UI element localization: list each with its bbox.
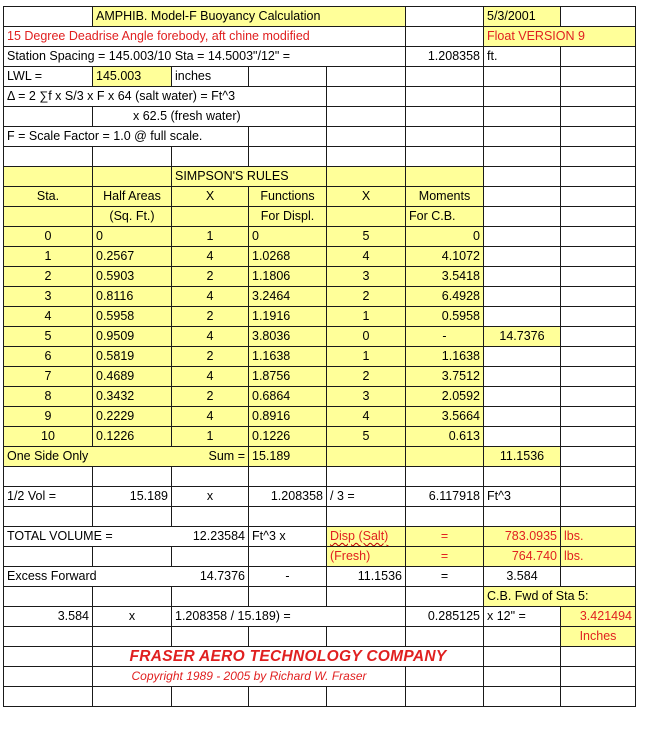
station-cell[interactable]: 0 <box>4 227 93 247</box>
div-three[interactable]: / 3 = <box>327 487 406 507</box>
half-area-cell[interactable]: 0.9509 <box>93 327 172 347</box>
company-row <box>4 647 636 667</box>
multiplier-cell[interactable]: 1 <box>172 427 249 447</box>
subtitle-cell[interactable]: 15 Degree Deadrise Angle forebody, aft chine modified <box>4 27 406 47</box>
fresh-eq[interactable]: = <box>406 547 484 567</box>
copyright-row <box>4 667 636 687</box>
sheet-row <box>4 687 636 707</box>
half-vol-label[interactable]: 1/2 Vol = <box>4 487 93 507</box>
times-sign[interactable]: x <box>172 487 249 507</box>
excess-forward-label[interactable]: Excess Forward <box>4 567 172 587</box>
moment-cell[interactable]: 4.1072 <box>406 247 484 267</box>
blank-cell[interactable] <box>561 427 636 447</box>
extra-moment-cell[interactable] <box>484 227 561 247</box>
sheet-row <box>4 147 636 167</box>
simpson-row <box>4 407 636 427</box>
one-side-only[interactable]: One Side Only <box>4 447 172 467</box>
station-spacing-cell[interactable]: Station Spacing = 145.003/10 Sta = 14.5003"/12" = <box>4 47 406 67</box>
station-cell[interactable]: 8 <box>4 387 93 407</box>
col-header-half-areas[interactable]: Half Areas <box>93 187 172 207</box>
sheet-row <box>4 107 636 127</box>
col-header-moments[interactable]: Moments <box>406 187 484 207</box>
cb-label-row <box>4 587 636 607</box>
date-cell[interactable]: 5/3/2001 <box>484 7 561 27</box>
simpson-row <box>4 267 636 287</box>
sum-moments[interactable]: 11.1536 <box>484 447 561 467</box>
scale-factor[interactable]: F = Scale Factor = 1.0 @ full scale. <box>4 127 249 147</box>
simpson-row <box>4 367 636 387</box>
function-cell[interactable]: 0.6864 <box>249 387 327 407</box>
extra-moment-cell[interactable] <box>484 287 561 307</box>
lwl-unit[interactable]: inches <box>172 67 249 87</box>
simpson-title[interactable]: SIMPSON'S RULES <box>172 167 327 187</box>
total-volume-label[interactable]: TOTAL VOLUME = <box>4 527 172 547</box>
disp-salt-eq[interactable]: = <box>406 527 484 547</box>
simpson-row <box>4 227 636 247</box>
cb-calc-row <box>4 607 636 627</box>
function-cell[interactable]: 1.0268 <box>249 247 327 267</box>
half-area-cell[interactable]: 0.2567 <box>93 247 172 267</box>
station-cell[interactable]: 9 <box>4 407 93 427</box>
subheader-for-cb[interactable]: For C.B. <box>406 207 484 227</box>
sheet-row <box>4 87 636 107</box>
station-cell[interactable]: 4 <box>4 307 93 327</box>
subheader-sq-ft[interactable]: (Sq. Ft.) <box>93 207 172 227</box>
ft3-unit[interactable]: Ft^3 <box>484 487 561 507</box>
version-cell[interactable]: Float VERSION 9 <box>484 27 636 47</box>
half-vol-row <box>4 487 636 507</box>
half-vol-spacing[interactable]: 1.208358 <box>249 487 327 507</box>
blank-cell[interactable] <box>561 287 636 307</box>
half-area-cell[interactable]: 0.3432 <box>93 387 172 407</box>
disp-fresh-value[interactable]: 764.740 <box>484 547 561 567</box>
disp-salt-value[interactable]: 783.0935 <box>484 527 561 547</box>
sheet-row <box>4 167 636 187</box>
total-volume-value[interactable]: 12.23584 <box>172 527 249 547</box>
station-cell[interactable]: 7 <box>4 367 93 387</box>
function-cell[interactable]: 1.1806 <box>249 267 327 287</box>
moment-cell[interactable]: 3.7512 <box>406 367 484 387</box>
col-header-x2[interactable]: X <box>327 187 406 207</box>
lever-cell[interactable]: 4 <box>327 247 406 267</box>
lever-cell[interactable]: 3 <box>327 387 406 407</box>
sheet-row <box>4 507 636 527</box>
function-cell[interactable]: 0.8916 <box>249 407 327 427</box>
moment-cell[interactable]: 1.1638 <box>406 347 484 367</box>
inches-label[interactable]: Inches <box>561 627 636 647</box>
simpson-row <box>4 247 636 267</box>
station-cell[interactable]: 6 <box>4 347 93 367</box>
lever-cell[interactable]: 1 <box>327 307 406 327</box>
half-area-cell[interactable]: 0.4689 <box>93 367 172 387</box>
multiplier-cell[interactable]: 4 <box>172 247 249 267</box>
half-area-cell[interactable]: 0.5819 <box>93 347 172 367</box>
col-header-x1[interactable]: X <box>172 187 249 207</box>
lever-cell[interactable]: 0 <box>327 327 406 347</box>
blank-cell[interactable] <box>561 267 636 287</box>
station-cell[interactable]: 2 <box>4 267 93 287</box>
station-cell[interactable]: 5 <box>4 327 93 347</box>
total-volume-unit[interactable]: Ft^3 x <box>249 527 327 547</box>
multiplier-cell[interactable]: 2 <box>172 267 249 287</box>
half-area-cell[interactable]: 0.5958 <box>93 307 172 327</box>
moment-cell[interactable]: 0 <box>406 227 484 247</box>
formula-salt[interactable]: Δ = 2 ∑f x S/3 x F x 64 (salt water) = Ft^3 <box>4 87 327 107</box>
simpson-row <box>4 307 636 327</box>
extra-moment-cell[interactable] <box>484 267 561 287</box>
disp-salt-label[interactable]: Disp (Salt) <box>327 527 406 547</box>
multiplier-cell[interactable]: 4 <box>172 327 249 347</box>
blank-cell[interactable] <box>561 407 636 427</box>
lwl-value[interactable]: 145.003 <box>93 67 172 87</box>
extra-moment-cell[interactable] <box>484 347 561 367</box>
excess-value[interactable]: 3.584 <box>484 567 561 587</box>
fresh-label[interactable]: (Fresh) <box>327 547 406 567</box>
simpson-row <box>4 427 636 447</box>
half-area-cell[interactable]: 0.5903 <box>93 267 172 287</box>
sheet-title[interactable]: AMPHIB. Model-F Buoyancy Calculation <box>93 7 406 27</box>
moment-cell[interactable]: - <box>406 327 484 347</box>
sheet-row <box>4 47 636 67</box>
simpson-row <box>4 287 636 307</box>
station-cell[interactable]: 3 <box>4 287 93 307</box>
lwl-label[interactable]: LWL = <box>4 67 93 87</box>
moment-cell[interactable]: 3.5418 <box>406 267 484 287</box>
sheet-row <box>4 467 636 487</box>
moment-cell[interactable]: 0.613 <box>406 427 484 447</box>
extra-moment-cell[interactable] <box>484 367 561 387</box>
copyright-text[interactable]: Copyright 1989 - 2005 by Richard W. Fraser <box>93 667 406 687</box>
sheet-row <box>4 27 636 47</box>
extra-moment-cell[interactable]: 14.7376 <box>484 327 561 347</box>
lever-cell[interactable]: 3 <box>327 267 406 287</box>
half-area-cell[interactable]: 0.8116 <box>93 287 172 307</box>
simpson-rows <box>4 227 636 447</box>
inches-row <box>4 627 636 647</box>
half-vol-value[interactable]: 15.189 <box>93 487 172 507</box>
disp-fresh-unit[interactable]: lbs. <box>561 547 636 567</box>
simpson-row <box>4 347 636 367</box>
function-cell[interactable]: 0.1226 <box>249 427 327 447</box>
multiplier-cell[interactable]: 4 <box>172 367 249 387</box>
blank-cell[interactable] <box>561 307 636 327</box>
station-spacing-value[interactable]: 1.208358 <box>406 47 484 67</box>
excess-b[interactable]: 11.1536 <box>327 567 406 587</box>
sum-value[interactable]: 15.189 <box>249 447 327 467</box>
sheet-row <box>4 127 636 147</box>
multiplier-cell[interactable]: 1 <box>172 227 249 247</box>
formula-fresh[interactable]: x 62.5 (fresh water) <box>93 107 327 127</box>
function-cell[interactable]: 1.8756 <box>249 367 327 387</box>
cb-result[interactable]: 0.285125 <box>406 607 484 627</box>
moment-cell[interactable]: 6.4928 <box>406 287 484 307</box>
half-area-cell[interactable]: 0 <box>93 227 172 247</box>
half-vol-result[interactable]: 6.117918 <box>406 487 484 507</box>
blank-cell[interactable] <box>561 247 636 267</box>
cb-fwd-label[interactable]: C.B. Fwd of Sta 5: <box>484 587 636 607</box>
sheet-row <box>4 67 636 87</box>
multiplier-cell[interactable]: 2 <box>172 347 249 367</box>
multiplier-cell[interactable]: 2 <box>172 307 249 327</box>
station-cell[interactable]: 1 <box>4 247 93 267</box>
x12-label[interactable]: x 12" = <box>484 607 561 627</box>
multiplier-cell[interactable]: 4 <box>172 407 249 427</box>
function-cell[interactable]: 1.1638 <box>249 347 327 367</box>
fresh-row <box>4 547 636 567</box>
disp-salt-unit[interactable]: lbs. <box>561 527 636 547</box>
sum-label[interactable]: Sum = <box>172 447 249 467</box>
extra-moment-cell[interactable] <box>484 407 561 427</box>
lever-cell[interactable]: 2 <box>327 367 406 387</box>
blank-cell[interactable] <box>561 227 636 247</box>
half-area-cell[interactable]: 0.1226 <box>93 427 172 447</box>
function-cell[interactable]: 3.8036 <box>249 327 327 347</box>
minus-sign[interactable]: - <box>249 567 327 587</box>
blank-cell[interactable] <box>561 347 636 367</box>
simpson-header-row <box>4 187 636 207</box>
simpson-row <box>4 387 636 407</box>
col-header-sta[interactable]: Sta. <box>4 187 93 207</box>
cb-times[interactable]: x <box>93 607 172 627</box>
moment-cell[interactable]: 2.0592 <box>406 387 484 407</box>
simpson-subheader-row <box>4 207 636 227</box>
excess-forward-row <box>4 567 636 587</box>
blank-cell[interactable] <box>561 327 636 347</box>
station-spacing-unit[interactable]: ft. <box>484 47 561 67</box>
sum-row <box>4 447 636 467</box>
multiplier-cell[interactable]: 2 <box>172 387 249 407</box>
cb-inches-value[interactable]: 3.421494 <box>561 607 636 627</box>
extra-moment-cell[interactable] <box>484 307 561 327</box>
extra-moment-cell[interactable] <box>484 387 561 407</box>
spreadsheet <box>3 6 636 707</box>
extra-moment-cell[interactable] <box>484 247 561 267</box>
total-volume-row <box>4 527 636 547</box>
company-name[interactable]: FRASER AERO TECHNOLOGY COMPANY <box>93 647 484 667</box>
half-area-cell[interactable]: 0.2229 <box>93 407 172 427</box>
function-cell[interactable]: 0 <box>249 227 327 247</box>
multiplier-cell[interactable]: 4 <box>172 287 249 307</box>
extra-moment-cell[interactable] <box>484 427 561 447</box>
function-cell[interactable]: 1.1916 <box>249 307 327 327</box>
lever-cell[interactable]: 5 <box>327 227 406 247</box>
moment-cell[interactable]: 0.5958 <box>406 307 484 327</box>
lever-cell[interactable]: 5 <box>327 427 406 447</box>
cb-a[interactable]: 3.584 <box>4 607 93 627</box>
lever-cell[interactable]: 2 <box>327 287 406 307</box>
col-header-functions[interactable]: Functions <box>249 187 327 207</box>
blank-cell[interactable] <box>561 387 636 407</box>
lever-cell[interactable]: 4 <box>327 407 406 427</box>
station-cell[interactable]: 10 <box>4 427 93 447</box>
cb-division[interactable]: 1.208358 / 15.189) = <box>172 607 327 627</box>
function-cell[interactable]: 3.2464 <box>249 287 327 307</box>
moment-cell[interactable]: 3.5664 <box>406 407 484 427</box>
sheet-row <box>4 7 636 27</box>
blank-cell[interactable] <box>561 367 636 387</box>
subheader-for-displ[interactable]: For Displ. <box>249 207 327 227</box>
lever-cell[interactable]: 1 <box>327 347 406 367</box>
excess-eq[interactable]: = <box>406 567 484 587</box>
simpson-row <box>4 327 636 347</box>
excess-a[interactable]: 14.7376 <box>172 567 249 587</box>
